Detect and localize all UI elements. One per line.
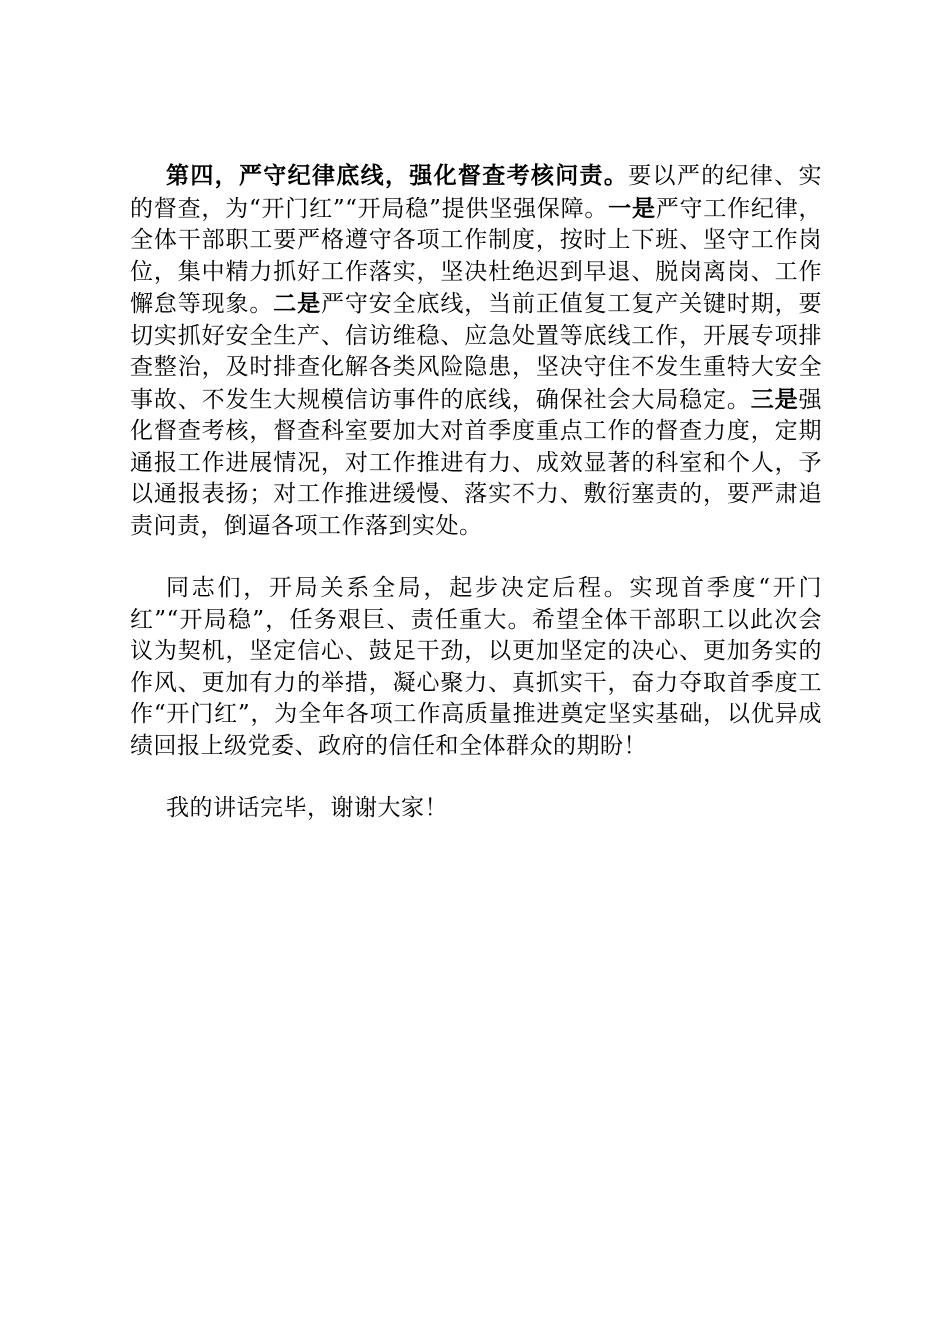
point2-text: 严守安全底线，当前正值复工复产关键时期，要切实抓好安全生产、信访维稳、应急处置等底线工作，开展专项排查整治，及时排查化解各类风险隐患，坚决守住不发生重特大安全事故、不发生大规模信访事件的底线，确保社会大局稳定。 (130, 291, 822, 413)
paragraph-discipline (130, 160, 822, 542)
paragraph-thanks: 我的讲话完毕，谢谢大家！ (166, 795, 448, 821)
point2-label: 二是 (273, 290, 321, 317)
point3-label: 三是 (750, 385, 799, 413)
point3-text: 强化督查考核，督查科室要加大对首季度重点工作的督查力度，定期通报工作进展情况，对工作推进有力、成效显著的科室和个人，予以通报表扬；对工作推进缓慢、落实不力、敷衍塞责的，要严肃追责问责，倒逼各项工作落到实处。 (130, 386, 822, 539)
point1-label: 一是 (608, 194, 656, 222)
section-intro: 要以严的纪律、实的督查，为“开门红”“开局稳”提供坚强保障。 (130, 163, 823, 222)
section-heading: 第四，严守纪律底线，强化督查考核问责。 (166, 162, 629, 189)
document-page (130, 160, 822, 825)
point1-text: 严守工作纪律，全体干部职工要严格遵守各项工作制度，按时上下班、坚守工作岗位，集中精力抓好工作落实，坚决杜绝迟到早退、脱岗离岗、工作懈怠等现象。 (130, 195, 822, 317)
paragraph-closing-call: 同志们，开局关系全局，起步决定后程。实现首季度“开门红”“开局稳”，任务艰巨、责任重大。希望全体干部职工以此次会议为契机，坚定信心、鼓足干劲，以更加坚定的决心、更加务实的作风、更加有力的举措，凝心聚力、真抓实干，奋力夺取首季度工作“开门红”，为全年各项工作高质量推进奠定坚实基础，以优异成绩回报上级党委、政府的信任和全体群众的期盼！ (130, 575, 822, 759)
